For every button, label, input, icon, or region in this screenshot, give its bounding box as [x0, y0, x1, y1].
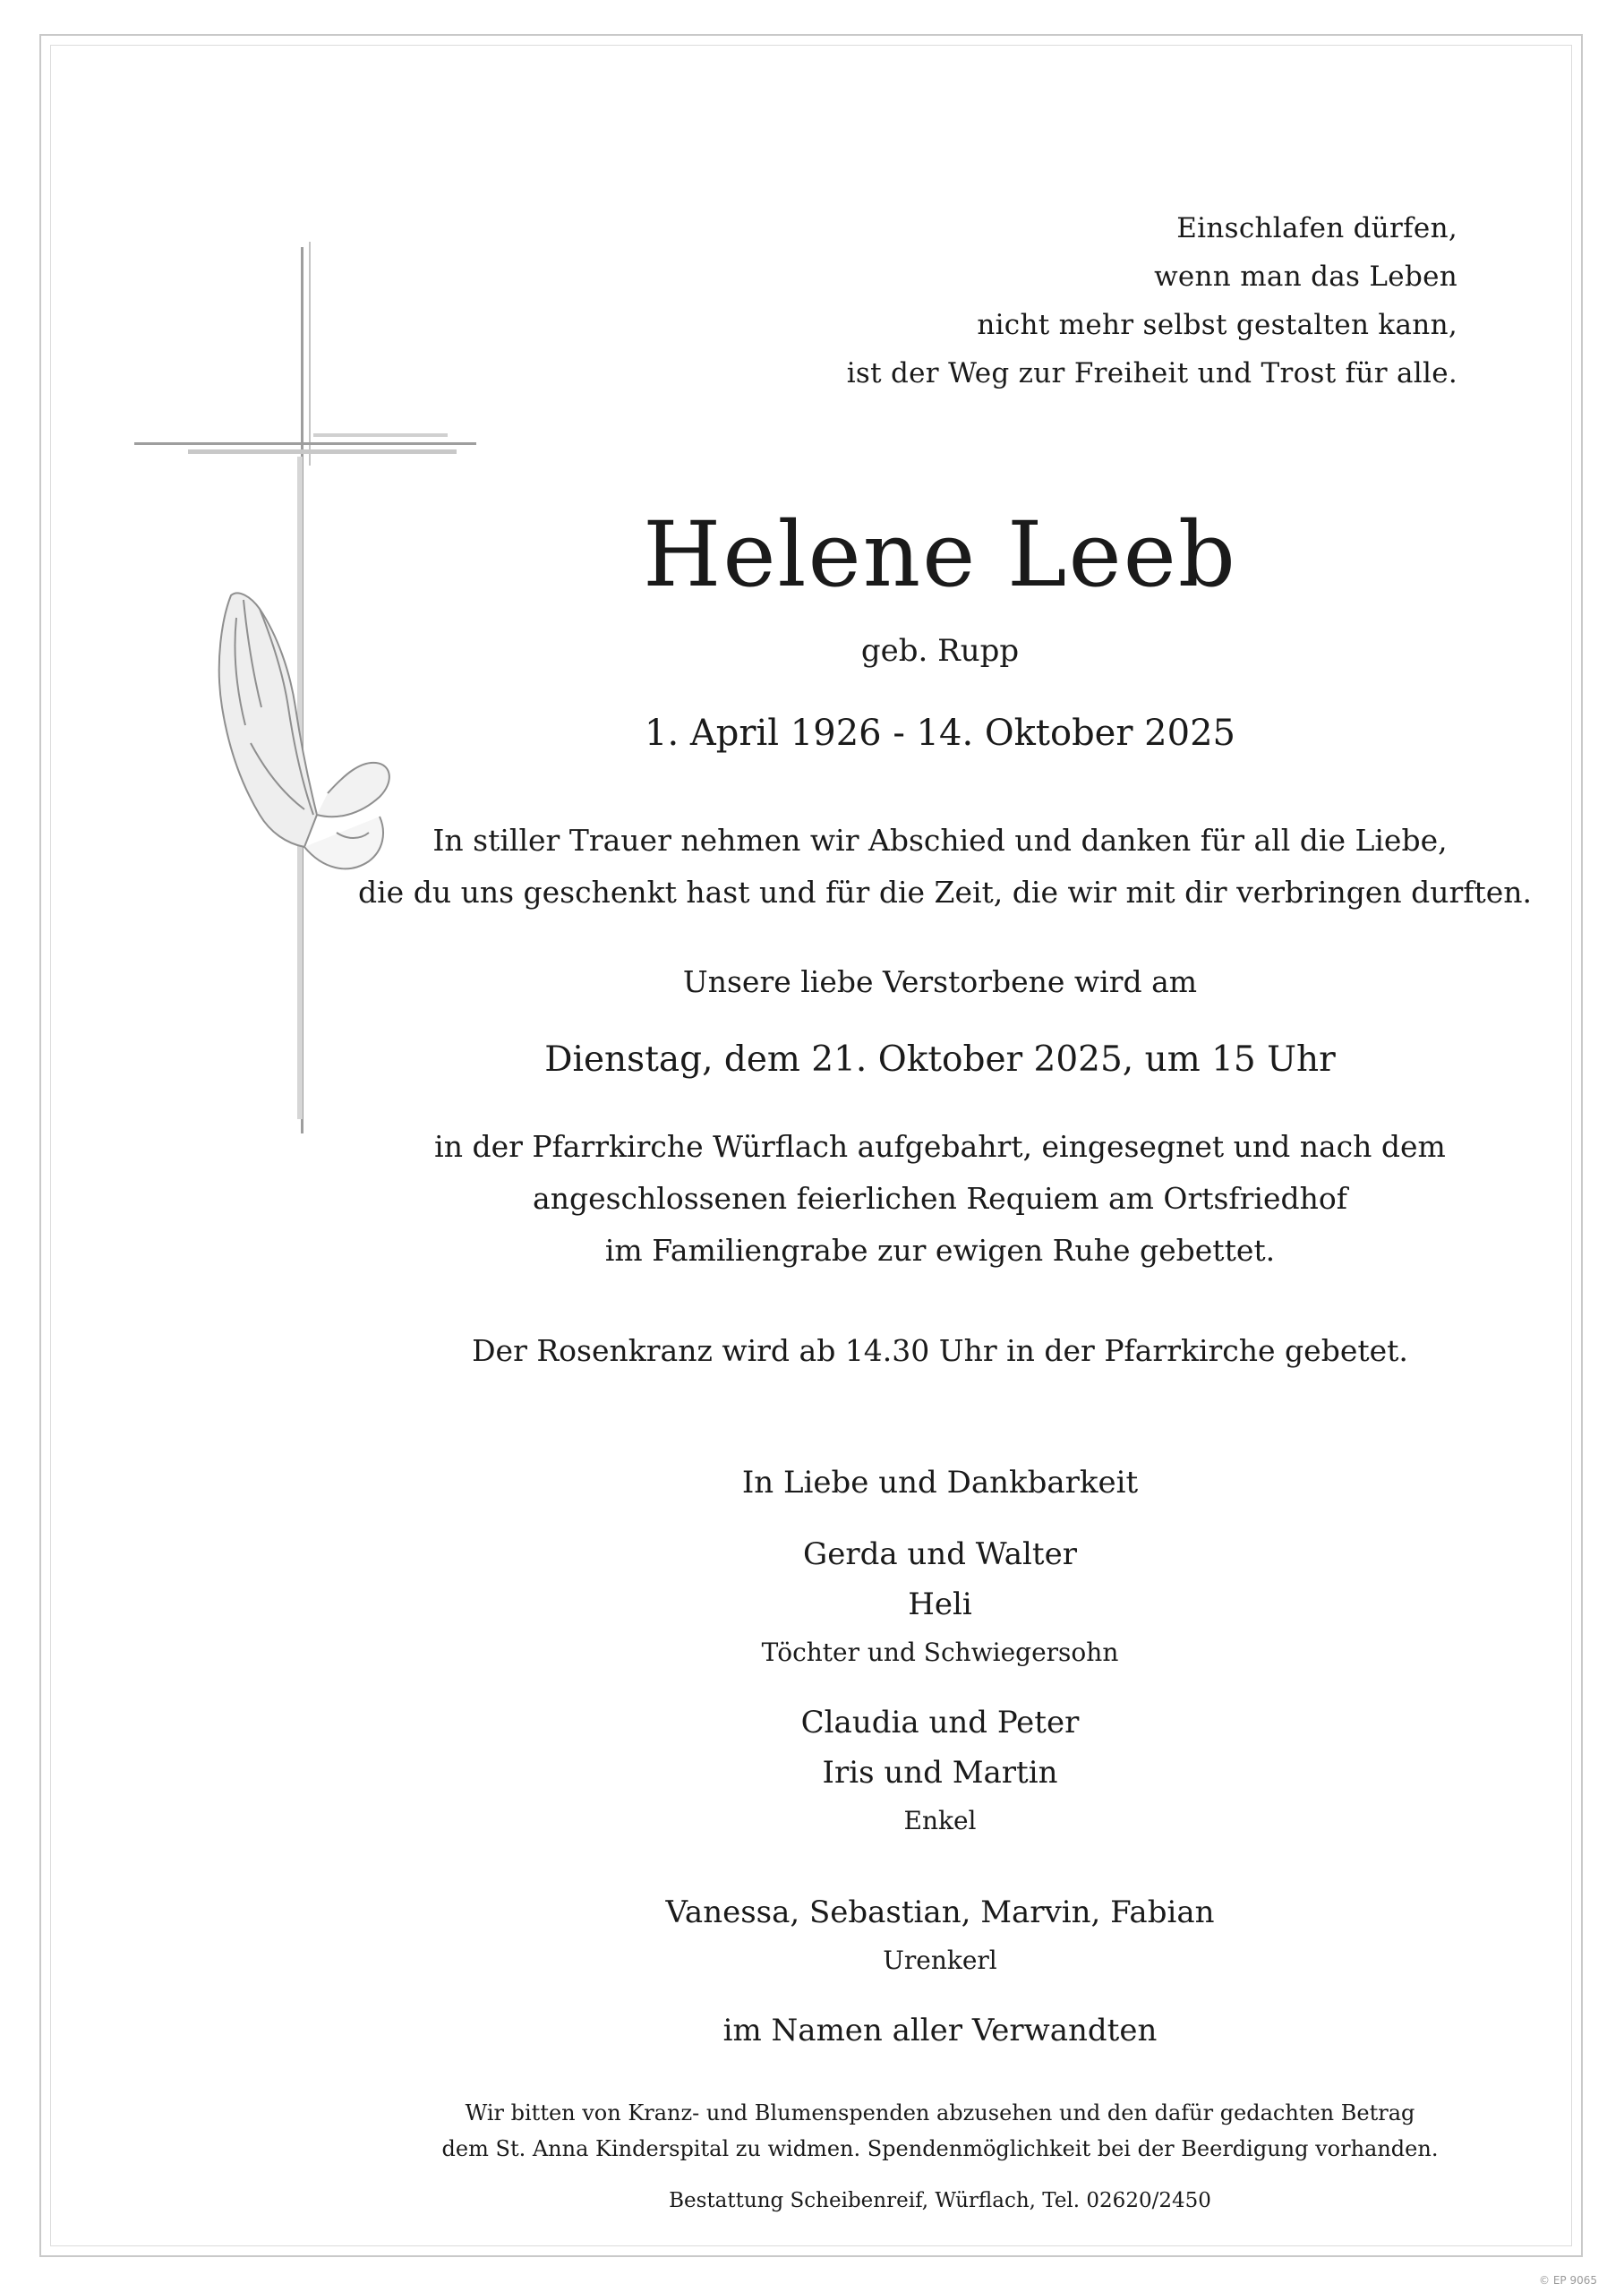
mourner-names: Gerda und Walter	[803, 1536, 1077, 1572]
mourner-relation: Enkel	[903, 1806, 977, 1835]
mourners-closing: im Namen aller Verwandten	[722, 2013, 1158, 2048]
mourning-line: In stiller Trauer nehmen wir Abschied und danken für all die Liebe,	[432, 823, 1448, 858]
mourner-names: Claudia und Peter	[800, 1705, 1080, 1740]
deceased-name: Helene Leeb	[643, 502, 1237, 607]
donation-line: dem St. Anna Kinderspital zu widmen. Spendenmöglichkeit bei der Beerdigung vorhanden.	[441, 2136, 1439, 2161]
funeral-date: Dienstag, dem 21. Oktober 2025, um 15 Uhr	[544, 1039, 1336, 1080]
donation-line: Wir bitten von Kranz- und Blumenspenden abzusehen und den dafür gedachten Betrag	[465, 2100, 1415, 2125]
mourner-names: Heli	[908, 1586, 972, 1622]
print-code: © EP 9065	[1539, 2274, 1597, 2287]
mourners-opening: In Liebe und Dankbarkeit	[741, 1465, 1139, 1501]
maiden-name: geb. Rupp	[860, 633, 1020, 669]
undertaker-info: Bestattung Scheibenreif, Würflach, Tel. 02620/2450	[669, 2189, 1211, 2212]
mourner-relation: Töchter und Schwiegersohn	[761, 1638, 1119, 1667]
verse-line: ist der Weg zur Freiheit und Trost für alle.	[846, 357, 1457, 389]
rosary-note: Der Rosenkranz wird ab 14.30 Uhr in der Pfarrkirche gebetet.	[472, 1333, 1408, 1368]
funeral-details	[358, 1121, 1522, 1277]
verse-line: nicht mehr selbst gestalten kann,	[977, 309, 1457, 341]
life-dates: 1. April 1926 - 14. Oktober 2025	[645, 713, 1235, 754]
mourner-names: Iris und Martin	[822, 1755, 1058, 1791]
mourner-names: Vanessa, Sebastian, Marvin, Fabian	[665, 1894, 1215, 1930]
funeral-detail-line: im Familiengrabe zur ewigen Ruhe gebettet.	[604, 1233, 1276, 1268]
mourner-relation: Urenkerl	[883, 1946, 997, 1975]
funeral-intro: Unsere liebe Verstorbene wird am	[682, 964, 1198, 999]
opening-verse	[847, 204, 1457, 398]
verse-line: Einschlafen dürfen,	[1176, 212, 1457, 244]
funeral-detail-line: in der Pfarrkirche Würflach aufgebahrt, eingesegnet und nach dem	[434, 1129, 1446, 1164]
mourners-list	[358, 1458, 1522, 2056]
mourning-line: die du uns geschenkt hast und für die Zeit, die wir mit dir verbringen durften.	[358, 875, 1533, 910]
mourning-text	[358, 815, 1533, 919]
donation-note	[358, 2095, 1522, 2167]
funeral-detail-line: angeschlossenen feierlichen Requiem am Ortsfriedhof	[533, 1181, 1347, 1216]
verse-line: wenn man das Leben	[1154, 261, 1457, 293]
